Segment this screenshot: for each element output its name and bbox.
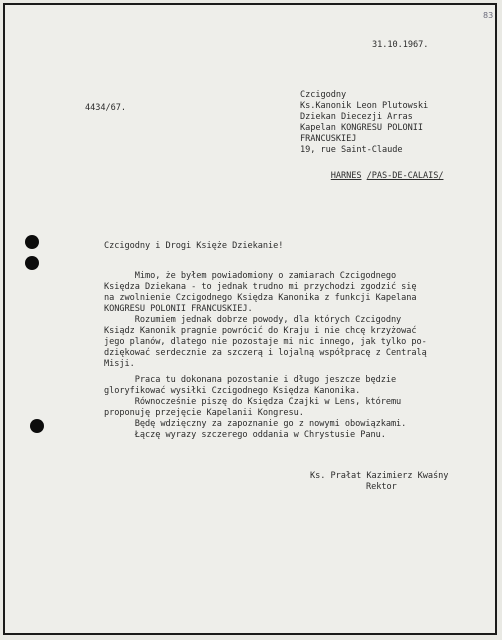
body-line: Misji. <box>104 359 135 369</box>
salutation: Czcigodny i Drogi Księże Dziekanie! <box>104 241 284 251</box>
body-line: Praca tu dokonana pozostanie i długo jeszcze będzie <box>104 375 397 385</box>
recipient-line: Dziekan Diecezji Arras <box>300 112 413 122</box>
letter-page <box>3 3 497 635</box>
body-line: dziękować serdecznie za szczerą i lojalną współpracę z Centralą <box>104 348 427 358</box>
body-line: gloryfikować wysiłki Czcigodnego Księdza Kanonika. <box>104 386 361 396</box>
body-line: Księdza Dziekana - to jednak trudno mi przychodzi zgodzić się <box>104 282 417 292</box>
body-line: na zwolnienie Czcigodnego Księdza Kanonika z funkcji Kapelana <box>104 293 417 303</box>
body-line: Ksiądz Kanonik pragnie powrócić do Kraju i nie chcę krzyżować <box>104 326 417 336</box>
reference-number: 4434/67. <box>85 103 126 113</box>
recipient-city-line <box>300 161 443 191</box>
recipient-line: Czcigodny <box>300 90 347 100</box>
body-line: Będę wdzięczny za zapoznanie go z nowymi obowiązkami. <box>104 419 407 429</box>
letter-date: 31.10.1967. <box>372 40 429 50</box>
body-line: Równocześnie piszę do Księdza Czajki w Lens, któremu <box>104 397 402 407</box>
page-number: 83 <box>483 11 494 20</box>
recipient-line: 19, rue Saint-Claude <box>300 145 403 155</box>
body-line: Łączę wyrazy szczerego oddania w Chrystusie Panu. <box>104 430 386 440</box>
recipient-line: Ks.Kanonik Leon Plutowski <box>300 101 429 111</box>
body-line: Rozumiem jednak dobrze powody, dla których Czcigodny <box>104 315 402 325</box>
punch-hole <box>25 235 39 249</box>
punch-hole <box>25 256 39 270</box>
recipient-city: HARNES <box>330 171 362 181</box>
recipient-line: FRANCUSKIEJ <box>300 134 357 144</box>
signature-title: Rektor <box>366 482 397 492</box>
body-line: KONGRESU POLONII FRANCUSKIEJ. <box>104 304 253 314</box>
recipient-line: Kapelan KONGRESU POLONII <box>300 123 423 133</box>
body-line: jego planów, dlatego nie pozostaje mi nic innego, jak tylko po- <box>104 337 427 347</box>
body-line: Mimo, że byłem powiadomiony o zamiarach Czcigodnego <box>104 271 397 281</box>
signature-name: Ks. Prałat Kazimierz Kwaśny <box>310 471 449 481</box>
recipient-region: /PAS-DE-CALAIS/ <box>366 171 444 181</box>
body-line: proponuję przejęcie Kapelanii Kongresu. <box>104 408 304 418</box>
punch-hole <box>30 419 44 433</box>
